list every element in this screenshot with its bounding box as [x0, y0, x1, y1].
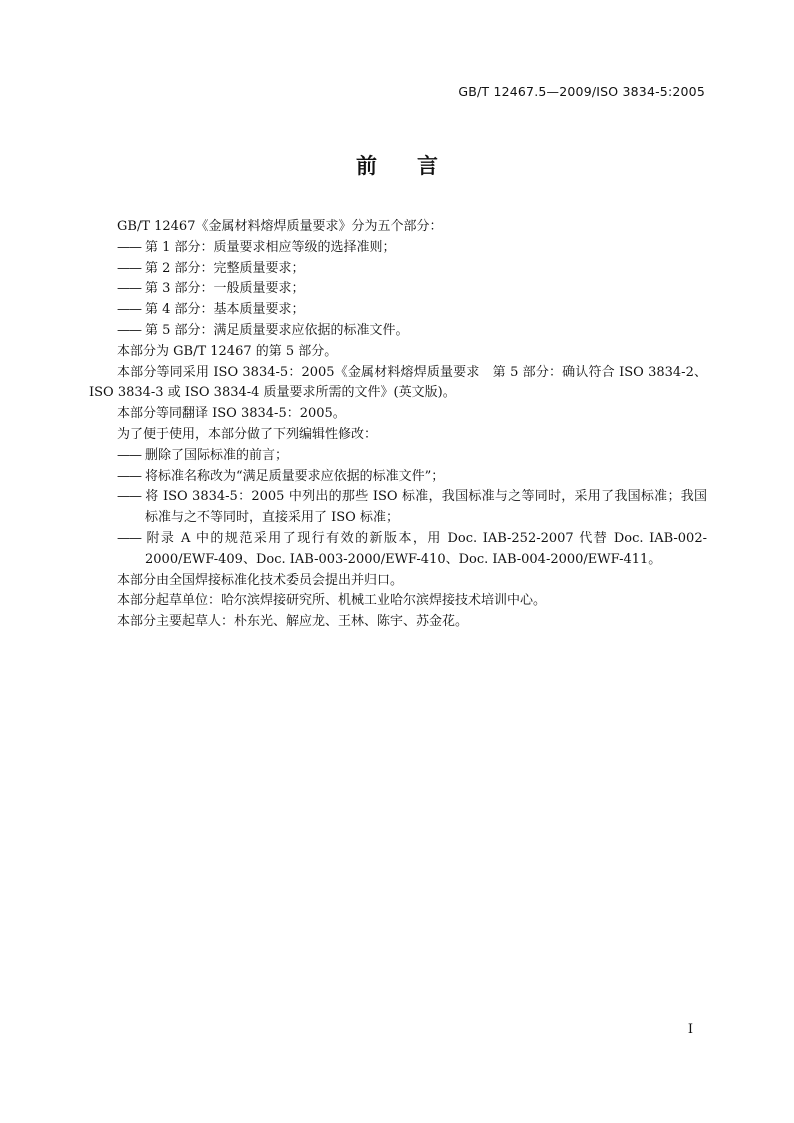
dash-mark: ——: [117, 447, 141, 463]
list-item-edit-3: [89, 487, 707, 529]
list-item-part-3: [89, 279, 707, 300]
paragraph-drafting-units: 本部分起草单位：哈尔滨焊接研究所、机械工业哈尔滨焊接技术培训中心。: [117, 593, 547, 609]
dash-mark: ——: [117, 239, 141, 255]
page-number: I: [687, 1022, 693, 1037]
paragraph-parts-intro: GB/T 12467《金属材料熔焊质量要求》分为五个部分：: [117, 219, 443, 234]
list-item-part-1: [89, 238, 707, 259]
list-item-text: 第 3 部分：一般质量要求；: [145, 281, 305, 297]
paragraph-part-statement: 本部分为 GB/T 12467 的第 5 部分。: [117, 343, 338, 359]
dash-mark: ——: [117, 302, 141, 318]
list-item-text: 附录 A 中的规范采用了现行有效的新版本，用 Doc. IAB-252-2007 代替 Doc. IAB-002-2000/EWF-409、Doc. IAB-003-2000/EWF-410、Doc. IAB-004-2000/EWF-411。: [145, 530, 707, 567]
list-item-text: 第 2 部分：完整质量要求；: [145, 260, 305, 276]
list-item-part-5: [89, 321, 707, 342]
standard-number: GB/T 12467.5—2009/ISO 3834-5:2005: [458, 84, 705, 99]
list-item-text: 将标准名称改为“满足质量要求应依据的标准文件”；: [145, 468, 445, 484]
paragraph-proposer: 本部分由全国焊接标准化技术委员会提出并归口。: [117, 572, 404, 588]
dash-mark: ——: [117, 322, 141, 338]
dash-mark: ——: [117, 260, 141, 276]
paragraph-adoption: 本部分等同采用 ISO 3834-5：2005《金属材料熔焊质量要求 第 5 部分：确认符合 ISO 3834-2、ISO 3834-3 或 ISO 3834-4 质量要求所需的文件》(英文版)。: [89, 364, 707, 401]
list-item-edit-2: [89, 467, 707, 488]
list-item-text: 将 ISO 3834-5：2005 中列出的那些 ISO 标准，我国标准与之等同时，采用了我国标准；我国标准与之不等同时，直接采用了 ISO 标准；: [145, 489, 707, 526]
list-item-part-2: [89, 259, 707, 280]
list-item-text: 第 1 部分：质量要求相应等级的选择准则；: [145, 239, 396, 255]
foreword-body: [89, 217, 707, 633]
list-item-part-4: [89, 300, 707, 321]
list-item-text: 删除了国际标准的前言；: [145, 447, 289, 463]
dash-mark: ——: [117, 530, 141, 546]
list-item-text: 第 5 部分：满足质量要求应依据的标准文件。: [145, 322, 409, 338]
paragraph-edits-intro: 为了便于使用，本部分做了下列编辑性修改：: [117, 426, 378, 442]
list-item-edit-4: [89, 529, 707, 571]
dash-mark: ——: [117, 489, 141, 505]
paragraph-drafters: 本部分主要起草人：朴东光、解应龙、王林、陈宇、苏金花。: [117, 614, 469, 630]
dash-mark: ——: [117, 468, 141, 484]
list-item-text: 第 4 部分：基本质量要求；: [145, 302, 305, 318]
paragraph-translation: 本部分等同翻译 ISO 3834-5：2005。: [117, 406, 346, 422]
list-item-edit-1: [89, 446, 707, 467]
page-title: 前言: [356, 154, 478, 178]
dash-mark: ——: [117, 281, 141, 297]
